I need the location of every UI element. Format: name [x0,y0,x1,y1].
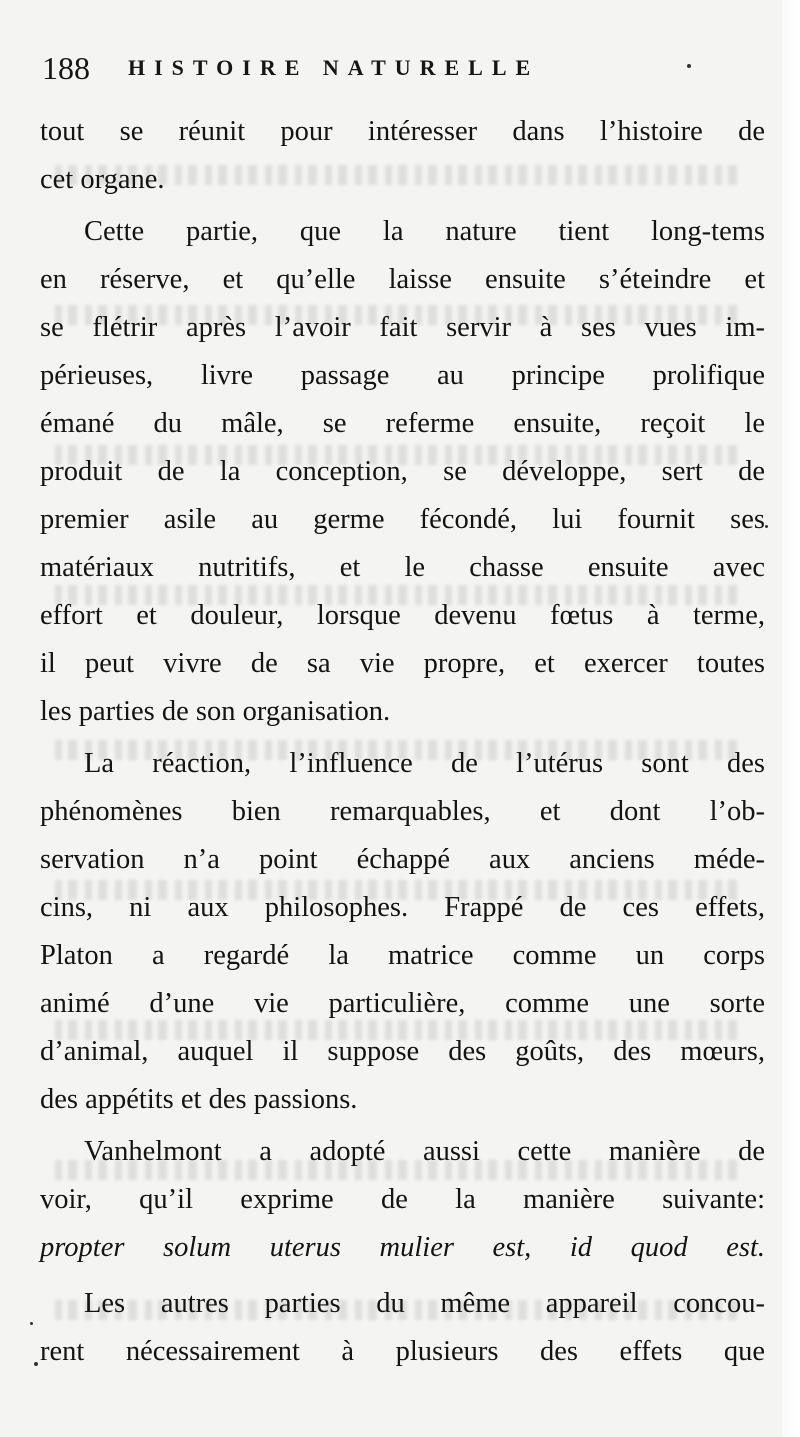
ink-speck [34,1362,38,1366]
text-line: Platon a regardé la matrice comme un corps [40,940,765,971]
text-line: animé d’une vie particulière, comme une sorte [40,988,765,1019]
text-line: produit de la conception, se développe, sert de [40,456,765,487]
page-number: 188 [42,50,90,86]
text-line: les parties de son organisation. [40,696,391,727]
text-line: rent nécessairement à plusieurs des effets que [40,1336,765,1367]
text-line: voir, qu’il exprime de la manière suivante: [40,1184,765,1215]
text-line: émané du mâle, se referme ensuite, reçoit le [40,408,765,439]
ink-speck [30,1322,33,1325]
text-line: tout se réunit pour intéresser dans l’histoire de [40,116,765,147]
text-line: périeuses, livre passage au principe prolifique [40,360,765,391]
paragraph-start-line: Vanhelmont a adopté aussi cette manière de [84,1136,765,1167]
text-line: cins, ni aux philosophes. Frappé de ces effets, [40,892,765,923]
paragraph-start-line: La réaction, l’influence de l’utérus sont des [84,748,765,779]
text-line: d’animal, auquel il suppose des goûts, des mœurs, [40,1036,765,1067]
text-line: matériaux nutritifs, et le chasse ensuite avec [40,552,765,583]
text-line: cet organe. [40,164,165,195]
text-line: il peut vivre de sa vie propre, et exercer toutes [40,648,765,679]
latin-quote-line: propter solum uterus mulier est, id quod est. [40,1232,765,1263]
text-line: des appétits et des passions. [40,1084,358,1115]
ink-speck [687,64,691,68]
running-head [42,48,682,88]
paragraph-start-line: Les autres parties du même appareil concou- [84,1288,765,1319]
body-text [40,108,765,1376]
paragraph-start-line: Cette partie, que la nature tient long-tems [84,216,765,247]
text-line: en réserve, et qu’elle laisse ensuite s’éteindre et [40,264,765,295]
running-title: HISTOIRE NATURELLE [128,55,540,80]
ink-speck [765,525,768,528]
text-line: se flétrir après l’avoir fait servir à ses vues im- [40,312,765,343]
text-line: premier asile au germe fécondé, lui fournit ses [40,504,765,535]
page-edge [782,0,800,1437]
text-line: servation n’a point échappé aux anciens méde- [40,844,765,875]
text-line: effort et douleur, lorsque devenu fœtus à terme, [40,600,765,631]
text-line: phénomènes bien remarquables, et dont l’ob- [40,796,765,827]
